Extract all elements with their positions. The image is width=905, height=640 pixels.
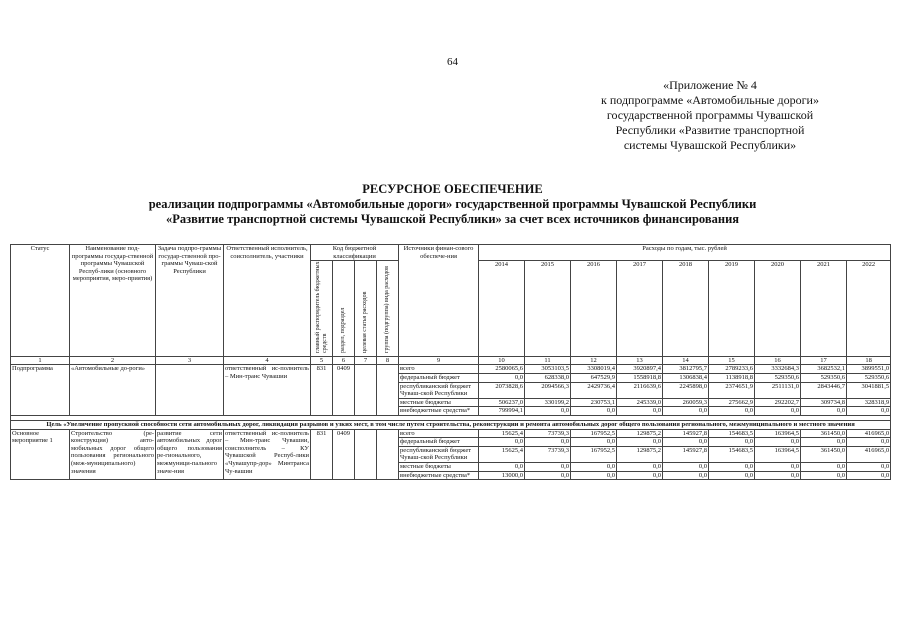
source-cell: внебюджетные средства* [399, 407, 479, 416]
column-number-row [11, 356, 891, 365]
value-cell: 129875,2 [617, 429, 663, 438]
value-cell: 0,0 [571, 471, 617, 480]
value-cell: 15625,4 [479, 446, 525, 462]
header-row [11, 245, 891, 261]
value-cell: 163964,5 [755, 429, 801, 438]
value-cell: 1558918,8 [617, 373, 663, 382]
value-cell: 260059,3 [663, 398, 709, 407]
value-cell: 1306838,4 [663, 373, 709, 382]
header-source: Источники финан-сового обеспече-ния [399, 245, 479, 357]
value-cell: 2374651,9 [709, 382, 755, 398]
year-2017: 2017 [617, 261, 663, 357]
value-cell: 328318,9 [847, 398, 891, 407]
grbs-cell: 831 [311, 429, 333, 480]
source-cell: всего [399, 365, 479, 374]
title-line: реализации подпрограммы «Автомобильные дороги» государственной программы Чувашской Республики [148, 197, 757, 211]
section-cell: 0409 [333, 365, 355, 416]
value-cell: 0,0 [801, 462, 847, 471]
value-cell: 3682532,1 [801, 365, 847, 374]
column-number: 9 [399, 356, 479, 365]
column-number: 17 [801, 356, 847, 365]
value-cell: 0,0 [617, 407, 663, 416]
source-cell: федеральный бюджет [399, 438, 479, 447]
status-cell: Основное мероприятие 1 [11, 429, 70, 480]
appendix-line: государственной программы Чувашской [606, 108, 814, 122]
value-cell: 0,0 [479, 373, 525, 382]
value-cell: 799994,1 [479, 407, 525, 416]
year-2019: 2019 [709, 261, 755, 357]
value-cell: 0,0 [755, 471, 801, 480]
source-cell: республиканский бюджет Чуваш-ской Республики [399, 446, 479, 462]
value-cell: 0,0 [571, 407, 617, 416]
value-cell: 0,0 [801, 438, 847, 447]
title-line: РЕСУРСНОЕ ОБЕСПЕЧЕНИЕ [362, 182, 543, 196]
value-cell: 0,0 [847, 407, 891, 416]
value-cell: 3041881,5 [847, 382, 891, 398]
value-cell: 0,0 [709, 407, 755, 416]
value-cell: 2511131,0 [755, 382, 801, 398]
value-cell: 167952,5 [571, 446, 617, 462]
column-number: 15 [709, 356, 755, 365]
value-cell: 292202,7 [755, 398, 801, 407]
value-cell: 0,0 [709, 471, 755, 480]
column-number: 7 [355, 356, 377, 365]
column-number: 10 [479, 356, 525, 365]
code-label: группа (подгруппа) вида расходов [384, 266, 391, 354]
value-cell: 0,0 [755, 438, 801, 447]
group-cell [377, 429, 399, 480]
value-cell: 361450,0 [801, 429, 847, 438]
value-cell: 0,0 [617, 438, 663, 447]
table-row [11, 429, 891, 438]
value-cell: 154683,5 [709, 429, 755, 438]
value-cell: 145927,8 [663, 429, 709, 438]
value-cell: 275662,9 [709, 398, 755, 407]
value-cell: 13000,0 [479, 471, 525, 480]
appendix-line: «Приложение № 4 [663, 78, 757, 92]
task-cell: развитие сети автомобильных дорог общего пользования ре-гионального, межмуници-пального значе-ния [156, 429, 224, 480]
name-cell: «Автомобильные до-роги» [70, 365, 156, 416]
header-code-target [355, 261, 377, 357]
value-cell: 0,0 [525, 407, 571, 416]
column-number: 5 [311, 356, 333, 365]
column-number: 14 [663, 356, 709, 365]
source-cell: местные бюджеты [399, 462, 479, 471]
value-cell: 0,0 [617, 462, 663, 471]
column-number: 8 [377, 356, 399, 365]
value-cell: 129875,2 [617, 446, 663, 462]
value-cell: 0,0 [663, 462, 709, 471]
grbs-cell: 831 [311, 365, 333, 416]
header-task: Задача подпро-граммы государ-ственной про-граммы Чуваш-ской Республики [156, 245, 224, 357]
value-cell: 0,0 [663, 438, 709, 447]
column-number: 4 [224, 356, 311, 365]
page-number: 64 [447, 56, 458, 68]
value-cell: 3053103,5 [525, 365, 571, 374]
year-2018: 2018 [663, 261, 709, 357]
header-name: Наименование под-программы государ-ственной программы Чувашской Респуб-лики (основного мероприятия, меро-приятия) [70, 245, 156, 357]
value-cell: 2789233,6 [709, 365, 755, 374]
value-cell: 361450,0 [801, 446, 847, 462]
target-cell [355, 429, 377, 480]
code-label: главный распорядитель бюджетных средств [314, 261, 328, 354]
title-line: «Развитие транспортной системы Чувашской Республики» за счет всех источников финансирования [165, 212, 740, 226]
code-label: целевая статья расходов [362, 291, 368, 354]
value-cell: 506237,0 [479, 398, 525, 407]
task-cell [156, 365, 224, 416]
value-cell: 529350,6 [847, 373, 891, 382]
value-cell: 0,0 [663, 471, 709, 480]
value-cell: 416965,0 [847, 446, 891, 462]
value-cell: 2094566,3 [525, 382, 571, 398]
header-responsible: Ответственный исполнитель, соисполнитель, участники [224, 245, 311, 357]
year-2014: 2014 [479, 261, 525, 357]
value-cell: 0,0 [571, 438, 617, 447]
value-cell: 245339,0 [617, 398, 663, 407]
code-label: раздел, подраздел [340, 307, 346, 354]
column-number: 11 [525, 356, 571, 365]
column-number: 16 [755, 356, 801, 365]
value-cell: 309734,8 [801, 398, 847, 407]
appendix-line: Республики «Развитие транспортной [615, 123, 805, 137]
value-cell: 73739,3 [525, 446, 571, 462]
value-cell: 163964,5 [755, 446, 801, 462]
year-2015: 2015 [525, 261, 571, 357]
year-2020: 2020 [755, 261, 801, 357]
group-cell [377, 365, 399, 416]
value-cell: 0,0 [479, 438, 525, 447]
appendix-note [520, 78, 900, 153]
value-cell: 0,0 [525, 471, 571, 480]
name-cell: Строительство (ре-конструкция) авто-мобильных дорог общего пользования регионального (меж-муниципального) значения [70, 429, 156, 480]
value-cell: 230753,1 [571, 398, 617, 407]
header-status: Статус [11, 245, 70, 357]
year-2022: 2022 [847, 261, 891, 357]
value-cell: 0,0 [801, 471, 847, 480]
value-cell: 0,0 [755, 462, 801, 471]
value-cell: 154683,5 [709, 446, 755, 462]
value-cell: 628338,0 [525, 373, 571, 382]
value-cell: 2245898,0 [663, 382, 709, 398]
value-cell: 3332684,3 [755, 365, 801, 374]
header-code-group [377, 261, 399, 357]
value-cell: 3899551,0 [847, 365, 891, 374]
column-number: 1 [11, 356, 70, 365]
column-number: 18 [847, 356, 891, 365]
value-cell: 0,0 [525, 438, 571, 447]
year-2016: 2016 [571, 261, 617, 357]
appendix-line: системы Чувашской Республики» [623, 138, 797, 152]
value-cell: 1138918,8 [709, 373, 755, 382]
source-cell: федеральный бюджет [399, 373, 479, 382]
value-cell: 167952,5 [571, 429, 617, 438]
goal-text: Цель «Увеличение пропускной способности сети автомобильных дорог, ликвидация разрывов и узких мест, в том числе путем строительства, реконструкции и ремонта автомобильных дорог общего пользования регионального, межмуниципального и местного значения [11, 420, 891, 429]
column-number: 3 [156, 356, 224, 365]
value-cell: 647529,9 [571, 373, 617, 382]
year-2021: 2021 [801, 261, 847, 357]
value-cell: 2843446,7 [801, 382, 847, 398]
value-cell: 330199,2 [525, 398, 571, 407]
column-number: 13 [617, 356, 663, 365]
value-cell: 2073828,6 [479, 382, 525, 398]
value-cell: 416965,0 [847, 429, 891, 438]
value-cell: 0,0 [709, 462, 755, 471]
document-title [0, 182, 905, 227]
header-budget-code: Код бюджетной классификации [311, 245, 399, 261]
value-cell: 0,0 [755, 407, 801, 416]
value-cell: 0,0 [709, 438, 755, 447]
value-cell: 0,0 [571, 462, 617, 471]
column-number: 12 [571, 356, 617, 365]
value-cell: 529350,6 [755, 373, 801, 382]
value-cell: 2580065,6 [479, 365, 525, 374]
value-cell: 15625,4 [479, 429, 525, 438]
status-cell: Подпрограмма [11, 365, 70, 416]
responsible-cell: ответственный ис-полнитель – Мин-транс Чувашии [224, 365, 311, 416]
target-cell [355, 365, 377, 416]
value-cell: 145927,8 [663, 446, 709, 462]
source-cell: республиканский бюджет Чуваш-ской Республики [399, 382, 479, 398]
responsible-cell: ответственный ис-полнитель – Мин-транс Чувашии, соисполнитель – КУ Чувашской Респуб-лики «Чувашупр-дор» Минтранса Чу-вашии [224, 429, 311, 480]
table-row [11, 365, 891, 374]
appendix-line: к подпрограмме «Автомобильные дороги» [601, 93, 819, 107]
section-cell: 0409 [333, 429, 355, 480]
value-cell: 0,0 [847, 471, 891, 480]
header-code-section [333, 261, 355, 357]
goal-row [11, 420, 891, 429]
value-cell: 0,0 [847, 438, 891, 447]
header-expenses: Расходы по годам, тыс. рублей [479, 245, 891, 261]
source-cell: всего [399, 429, 479, 438]
value-cell: 529350,6 [801, 373, 847, 382]
source-cell: внебюджетные средства* [399, 471, 479, 480]
value-cell: 2116639,6 [617, 382, 663, 398]
value-cell: 0,0 [479, 462, 525, 471]
value-cell: 0,0 [617, 471, 663, 480]
value-cell: 0,0 [663, 407, 709, 416]
column-number: 2 [70, 356, 156, 365]
value-cell: 73739,3 [525, 429, 571, 438]
value-cell: 2429736,4 [571, 382, 617, 398]
resource-table [10, 244, 891, 480]
value-cell: 0,0 [525, 462, 571, 471]
value-cell: 3812795,7 [663, 365, 709, 374]
source-cell: местные бюджеты [399, 398, 479, 407]
value-cell: 0,0 [847, 462, 891, 471]
value-cell: 0,0 [801, 407, 847, 416]
column-number: 6 [333, 356, 355, 365]
header-code-grbs [311, 261, 333, 357]
value-cell: 3308019,4 [571, 365, 617, 374]
value-cell: 3920897,4 [617, 365, 663, 374]
